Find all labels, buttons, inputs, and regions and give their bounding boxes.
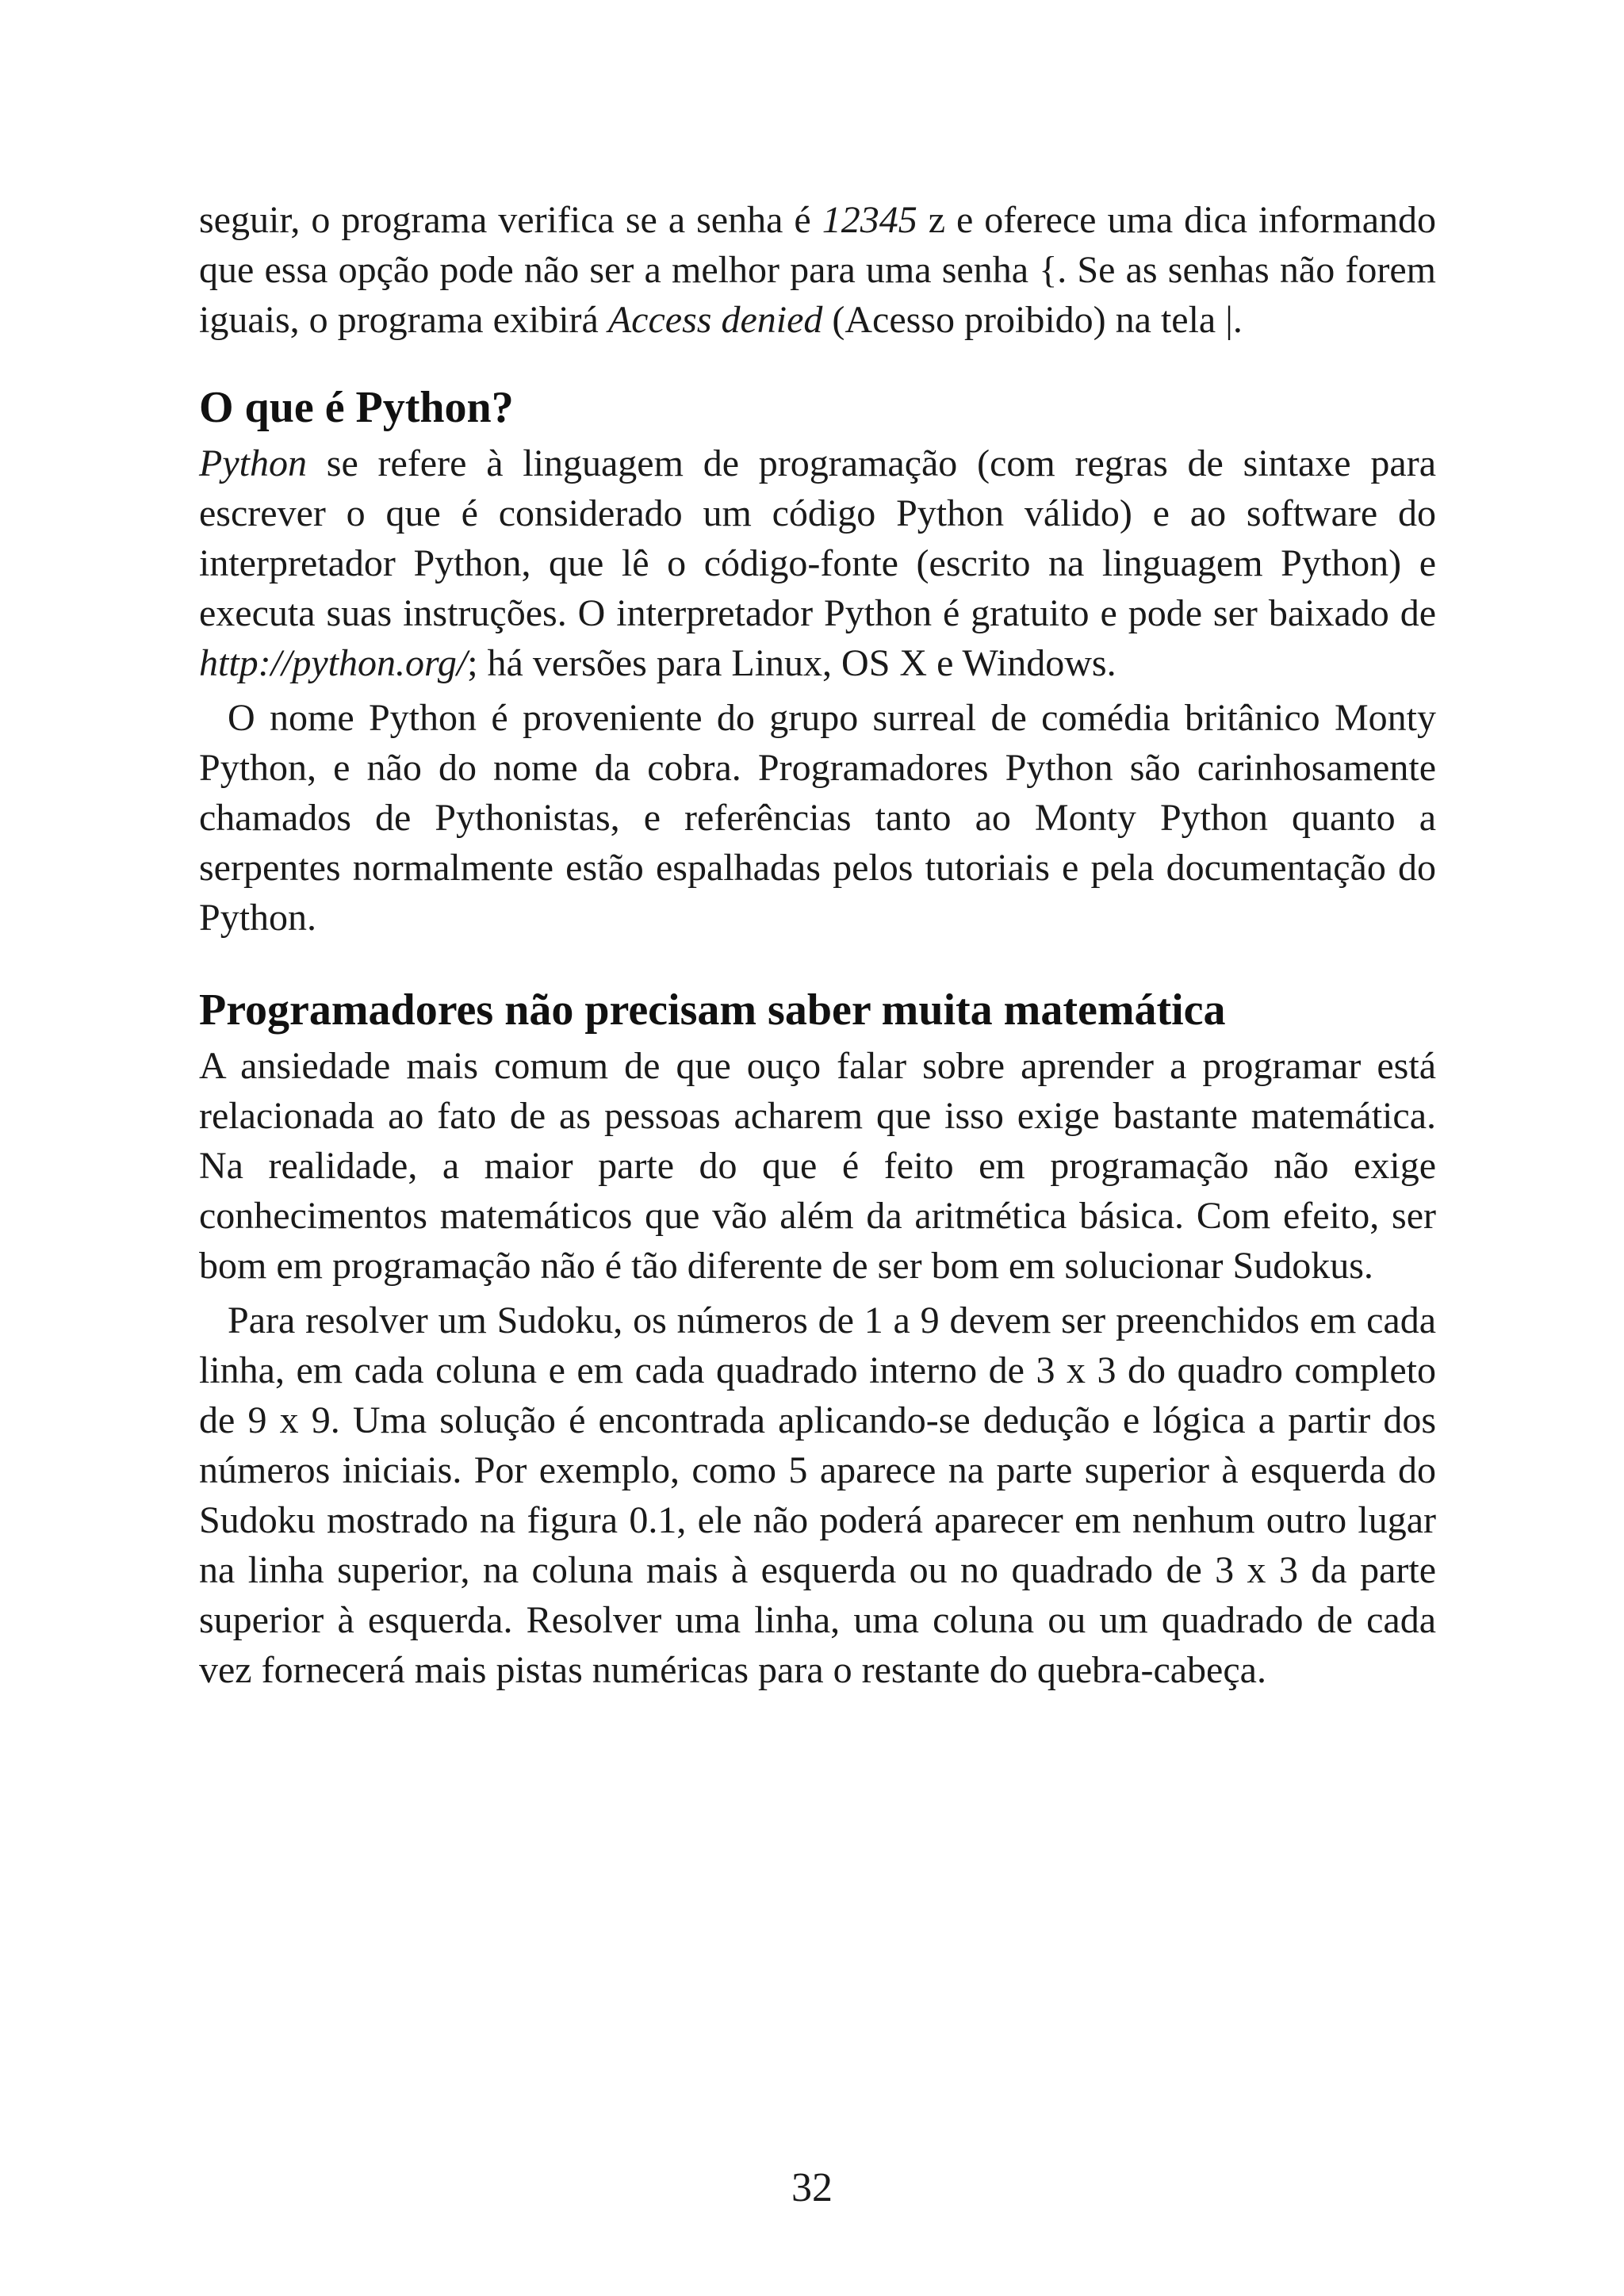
page-number: 32	[791, 2165, 833, 2210]
paragraph-password-check	[199, 195, 1436, 345]
paragraph-python-definition	[199, 438, 1436, 688]
url-python-org: http://python.org/	[199, 642, 468, 684]
text-run: z e oferece uma dica informando que essa opção pode não ser a melhor para uma senha {. Se as senhas não forem iguais, o programa exibirá	[199, 199, 1437, 341]
paragraph-python-name-origin: O nome Python é proveniente do grupo surreal de comédia britânico Monty Python, e não do nome da cobra. Programadores Python são carinhosamente chamados de Pythonistas, e referências tanto ao Monty Python quanto a serpentes normalmente estão espalhadas pelos tutoriais e pela documentação do Python.	[199, 697, 1436, 939]
paragraph-sudoku: Para resolver um Sudoku, os números de 1 a 9 devem ser preenchidos em cada linha, em cada coluna e em cada quadrado interno de 3 x 3 do quadro completo de 9 x 9. Uma solução é encontrada aplicando-se dedução e lógica a partir dos números iniciais. Por exemplo, como 5 aparece na parte superior à esquerda do Sudoku mostrado na figura 0.1, ele não poderá aparecer em nenhum outro lugar na linha superior, na coluna mais à esquerda ou no quadrado de 3 x 3 da parte superior à esquerda. Resolver uma linha, uma coluna ou um quadrado de cada vez fornecerá mais pistas numéricas para o restante do quebra-cabeça.	[199, 1299, 1436, 1691]
italic-text-password: 12345	[822, 199, 917, 241]
text-run: seguir, o programa verifica se a senha é	[199, 199, 822, 241]
section-heading-math: Programadores não precisam saber muita matemática	[199, 985, 1226, 1035]
text-run: (Acesso proibido) na tela |.	[822, 299, 1243, 341]
text-run: ; há versões para Linux, OS X e Windows.	[467, 642, 1116, 684]
page-body	[199, 195, 1436, 1695]
italic-text-access-denied: Access denied	[607, 299, 823, 341]
paragraph-math-anxiety: A ansiedade mais comum de que ouço falar sobre aprender a programar está relacionada ao fato de as pessoas acharem que isso exige bastante matemática. Na realidade, a maior parte do que é feito em programação não exige conhecimentos matemáticos que vão além da aritmética básica. Com efeito, ser bom em programação não é tão diferente de ser bom em solucionar Sudokus.	[199, 1045, 1436, 1287]
italic-text-python: Python	[199, 442, 307, 484]
section-heading-python: O que é Python?	[199, 383, 514, 432]
text-run: se refere à linguagem de programação (com regras de sintaxe para escrever o que é considerado um código Python válido) e ao software do interpretador Python, que lê o código-fonte (escrito na linguagem Python) e executa suas instruções. O interpretador Python é gratuito e pode ser baixado de	[199, 442, 1436, 634]
